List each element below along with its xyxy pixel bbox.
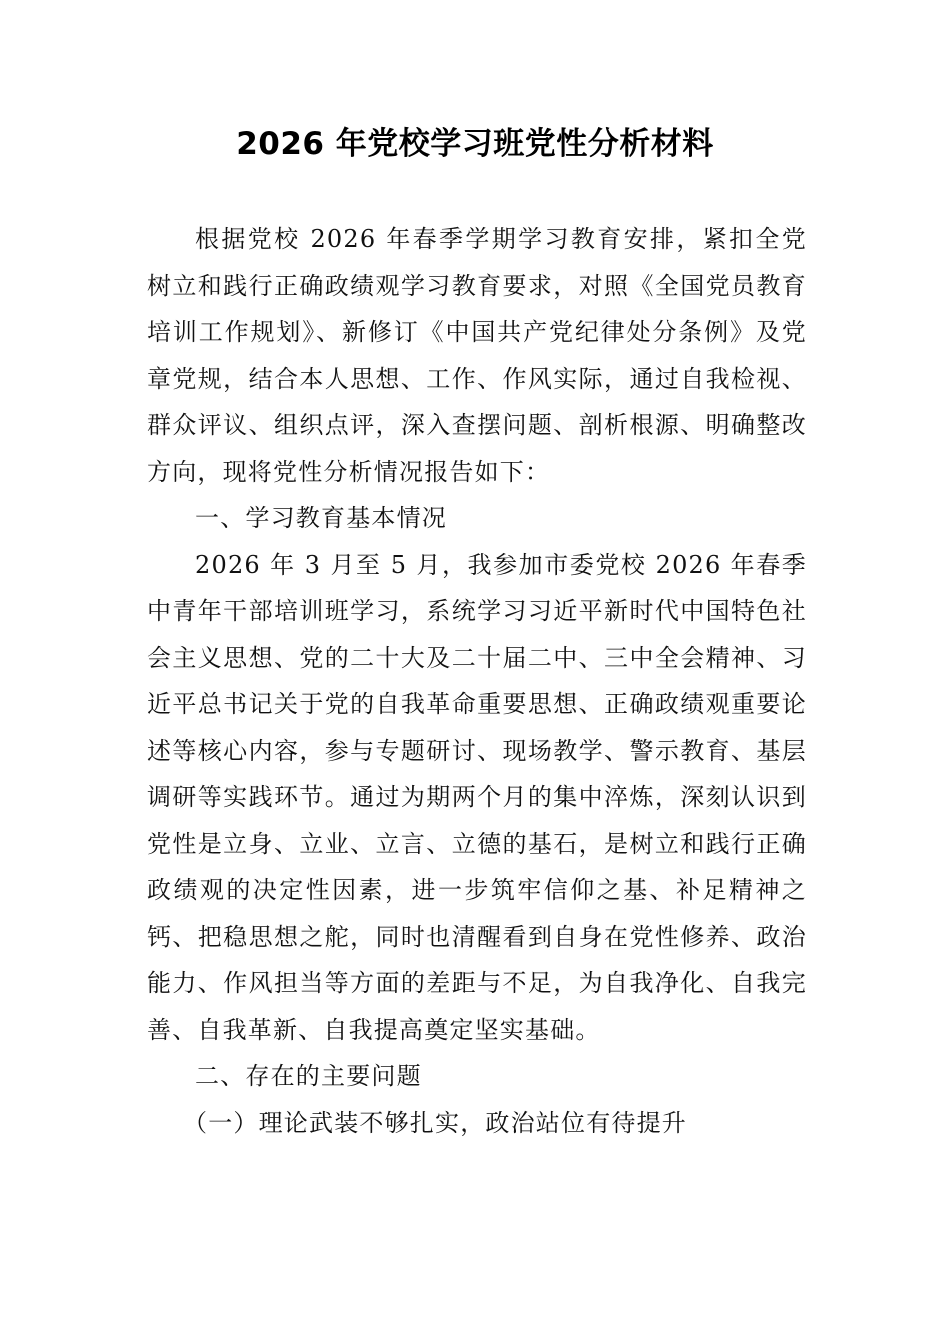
subsection-heading-theory: （一）理论武装不够扎实，政治站位有待提升 — [183, 1108, 687, 1137]
section-heading-basic-situation: 一、学习教育基本情况 — [195, 504, 447, 532]
section-heading-main-problems: 二、存在的主要问题 — [195, 1062, 422, 1090]
document-body — [147, 216, 807, 1146]
intro-paragraph: 根据党校 2026 年春季学期学习教育安排，紧扣全党树立和践行正确政绩观学习教育要求，对照《全国党员教育培训工作规划》、新修订《中国共产党纪律处分条例》及党章党规，结合本人思想、工作、作风实际，通过自我检视、群众评议、组织点评，深入查摆问题、剖析根源、明确整改方向，现将党性分析情况报告如下： — [147, 225, 807, 486]
document-title: 2026 年党校学习班党性分析材料 — [236, 126, 714, 162]
basic-situation-paragraph: 2026 年 3 月至 5 月，我参加市委党校 2026 年春季中青年干部培训班学习，系统学习习近平新时代中国特色社会主义思想、党的二十大及二十届二中、三中全会精神、习近平总书记关于党的自我革命重要思想、正确政绩观重要论述等核心内容，参与专题研讨、现场教学、警示教育、基层调研等实践环节。通过为期两个月的集中淬炼，深刻认识到党性是立身、立业、立言、立德的基石，是树立和践行正确政绩观的决定性因素，进一步筑牢信仰之基、补足精神之钙、把稳思想之舵，同时也清醒看到自身在党性修养、政治能力、作风担当等方面的差距与不足，为自我净化、自我完善、自我革新、自我提高奠定坚实基础。 — [147, 550, 807, 1044]
